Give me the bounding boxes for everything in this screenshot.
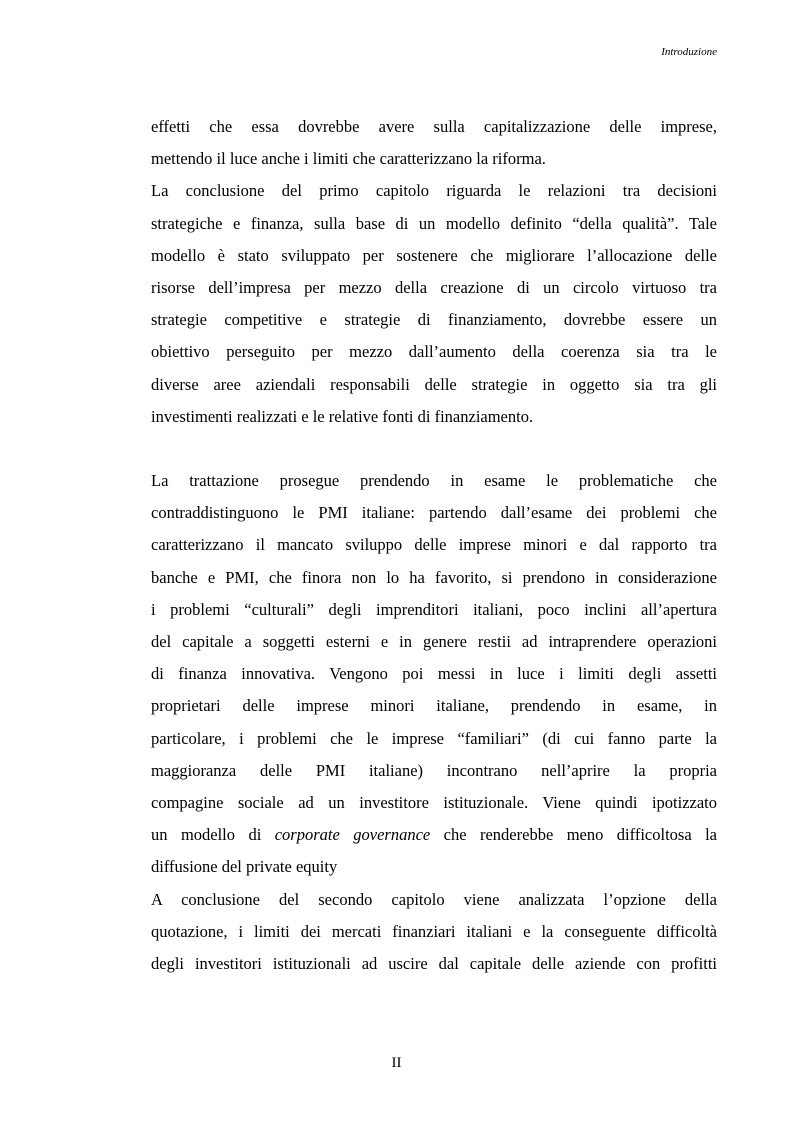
text-line: compagine sociale ad un investitore istituzionale. Viene quindi ipotizzato [151,792,717,812]
paragraph-gap [151,433,717,465]
text-line: modello è stato sviluppato per sostenere che migliorare l’allocazione delle [151,245,717,265]
running-header: Introduzione [661,46,717,58]
text-line: diverse aree aziendali responsabili delle strategie in oggetto sia tra gli [151,374,717,394]
text-line: diffusione del private equity [151,857,338,877]
text-line: banche e PMI, che finora non lo ha favorito, si prendono in considerazione [151,567,717,587]
text-line: i problemi “culturali” degli imprenditori italiani, poco inclini all’apertura [151,599,717,619]
body-text [151,111,717,980]
text-line-with-italic [151,819,717,851]
text-line: del capitale a soggetti esterni e in genere restii ad intraprendere operazioni [151,632,717,651]
text-line: maggioranza delle PMI italiane) incontrano nell’aprire la propria [151,760,717,780]
text-line: investimenti realizzati e le relative fonti di finanziamento. [151,406,534,426]
text-line: strategie competitive e strategie di finanziamento, dovrebbe essere un [151,310,717,330]
text-line: quotazione, i limiti dei mercati finanziari italiani e la conseguente difficoltà [151,921,717,941]
text-line: particolare, i problemi che le imprese “familiari” (di cui fanno parte la [151,728,717,748]
text-line: mettendo il luce anche i limiti che caratterizzano la riforma. [151,149,546,169]
text-run: un modello di [151,825,275,845]
text-run: che renderebbe meno difficoltosa la [430,825,717,845]
text-line: obiettivo perseguito per mezzo dall’aumento della coerenza sia tra le [151,342,717,362]
text-line: proprietari delle imprese minori italiane, prendendo in esame, in [151,696,717,716]
text-line: caratterizzano il mancato sviluppo delle imprese minori e dal rapporto tra [151,535,717,555]
text-line: di finanza innovativa. Vengono poi messi in luce i limiti degli assetti [151,664,717,684]
italic-term: corporate governance [274,825,431,845]
text-line: La trattazione prosegue prendendo in esame le problematiche che [151,471,717,491]
text-line: effetti che essa dovrebbe avere sulla capitalizzazione delle imprese, [151,117,717,136]
text-line: contraddistinguono le PMI italiane: partendo dall’esame dei problemi che [151,503,717,523]
text-line: A conclusione del secondo capitolo viene analizzata l’opzione della [151,889,717,909]
text-line: La conclusione del primo capitolo riguarda le relazioni tra decisioni [151,181,717,201]
text-line: degli investitori istituzionali ad uscire dal capitale delle aziende con profitti [151,953,717,973]
text-line: risorse dell’impresa per mezzo della creazione di un circolo virtuoso tra [151,277,717,297]
text-line: strategiche e finanza, sulla base di un modello definito “della qualità”. Tale [151,213,717,233]
page-number: II [391,1055,402,1071]
